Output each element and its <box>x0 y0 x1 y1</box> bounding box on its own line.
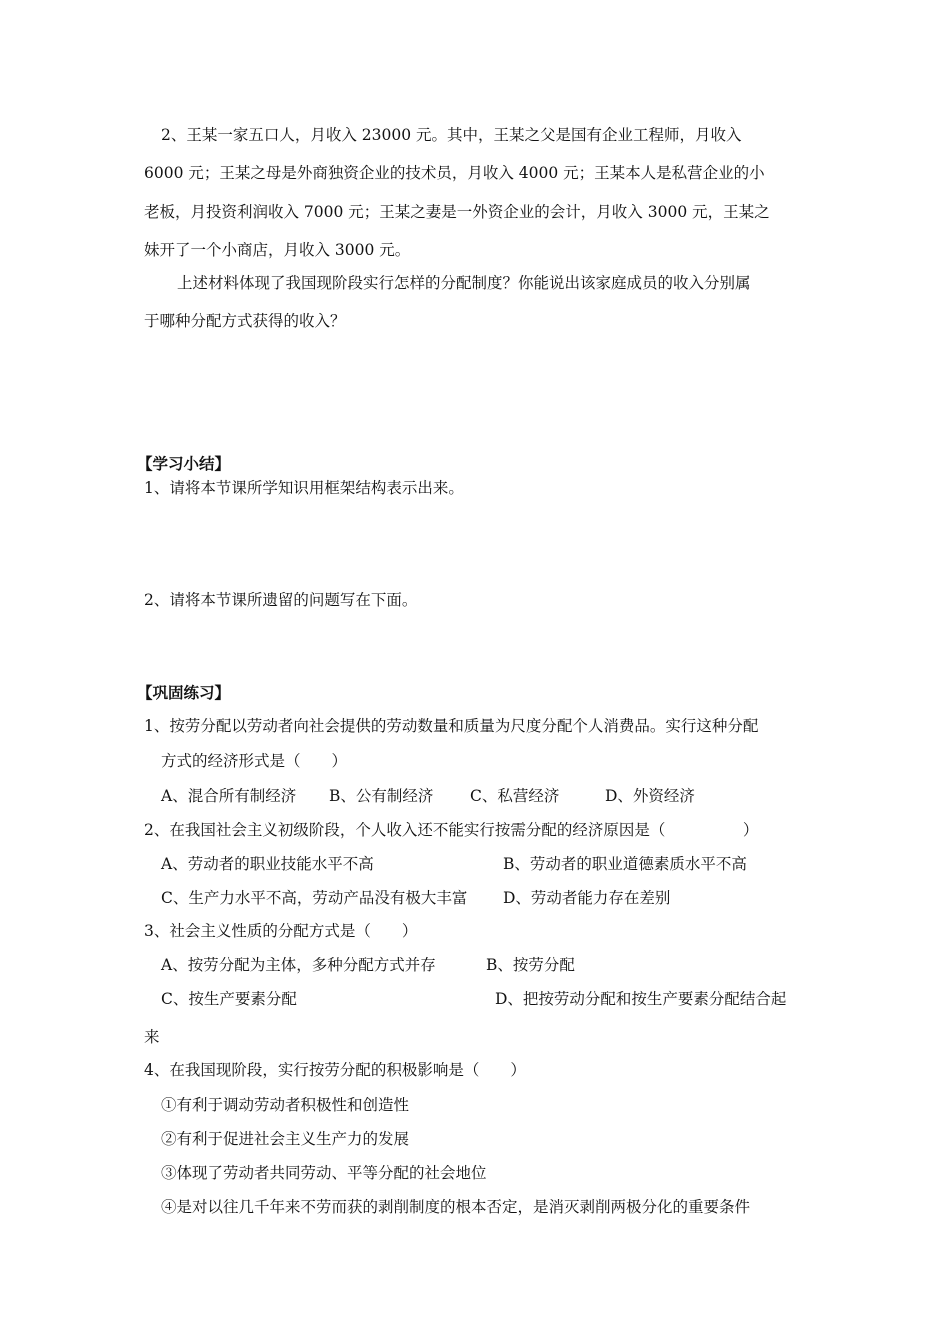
q3-stem: 3、社会主义性质的分配方式是（ ） <box>144 922 418 940</box>
summary-item-2: 2、请将本节课所遗留的问题写在下面。 <box>144 591 418 609</box>
q1-line-2: 方式的经济形式是（ ） <box>161 752 348 770</box>
case-line-3: 老板，月投资利润收入 7000 元；王某之妻是一外资企业的会计，月收入 3000 元，王某之 <box>144 203 770 221</box>
q2-option-a: A、劳动者的职业技能水平不高 <box>161 855 374 873</box>
q4-stem: 4、在我国现阶段，实行按劳分配的积极影响是（ ） <box>144 1061 526 1079</box>
q1-line-1: 1、按劳分配以劳动者向社会提供的劳动数量和质量为尺度分配个人消费品。实行这种分配 <box>144 717 759 735</box>
summary-heading: 【学习小结】 <box>137 454 231 473</box>
q3-option-b: B、按劳分配 <box>486 956 575 974</box>
q4-item-4: ④是对以往几千年来不劳而获的剥削制度的根本否定，是消灭剥削两极分化的重要条件 <box>161 1198 751 1216</box>
q3-option-d-continued: 来 <box>144 1028 160 1046</box>
q1-option-b: B、公有制经济 <box>329 787 434 805</box>
q3-option-a: A、按劳分配为主体，多种分配方式并存 <box>161 956 436 974</box>
q2-option-c: C、生产力水平不高，劳动产品没有极大丰富 <box>161 889 468 907</box>
q1-option-a: A、混合所有制经济 <box>161 787 297 805</box>
q1-option-d: D、外资经济 <box>605 787 695 805</box>
question-line-2: 于哪种分配方式获得的收入？ <box>144 312 346 330</box>
q2-option-b: B、劳动者的职业道德素质水平不高 <box>503 855 747 873</box>
summary-item-1: 1、请将本节课所学知识用框架结构表示出来。 <box>144 479 464 497</box>
case-line-2: 6000 元；王某之母是外商独资企业的技术员，月收入 4000 元；王某本人是私营企业的小 <box>144 164 765 182</box>
q2-option-d: D、劳动者能力存在差别 <box>503 889 671 907</box>
q3-option-d: D、把按劳动分配和按生产要素分配结合起 <box>495 990 787 1008</box>
q2-stem: 2、在我国社会主义初级阶段，个人收入还不能实行按需分配的经济原因是（ ） <box>144 821 759 839</box>
case-line-1: 2、王某一家五口人，月收入 23000 元。其中，王某之父是国有企业工程师，月收入 <box>161 126 742 144</box>
q4-item-3: ③体现了劳动者共同劳动、平等分配的社会地位 <box>161 1164 487 1182</box>
q4-item-1: ①有利于调动劳动者积极性和创造性 <box>161 1096 410 1114</box>
q4-item-2: ②有利于促进社会主义生产力的发展 <box>161 1130 410 1148</box>
q1-option-c: C、私营经济 <box>470 787 560 805</box>
question-line-1: 上述材料体现了我国现阶段实行怎样的分配制度？你能说出该家庭成员的收入分别属 <box>177 274 751 292</box>
practice-heading: 【巩固练习】 <box>137 683 231 702</box>
case-line-4: 妹开了一个小商店，月收入 3000 元。 <box>144 241 411 259</box>
q3-option-c: C、按生产要素分配 <box>161 990 297 1008</box>
